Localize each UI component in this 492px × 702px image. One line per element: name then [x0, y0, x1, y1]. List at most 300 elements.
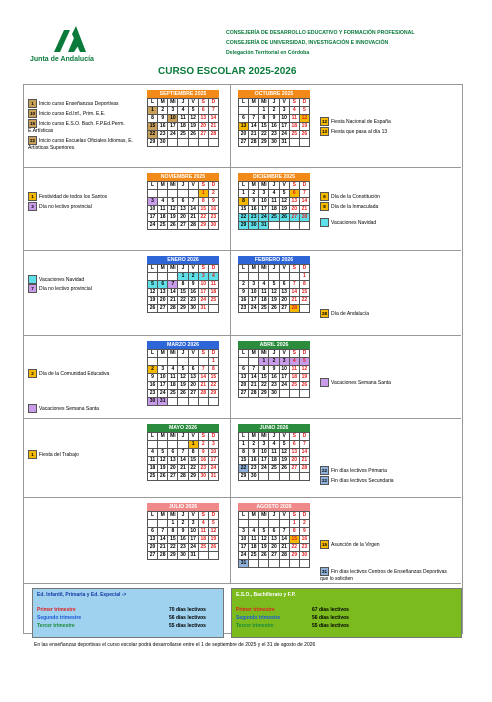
- legend-text: Fin días lectivos Primaria: [331, 467, 387, 474]
- day-cell: 22: [148, 131, 158, 139]
- day-cell: 23: [178, 544, 188, 552]
- day-cell: 24: [279, 382, 289, 390]
- day-cell: 1: [259, 107, 269, 115]
- legend-swatch: 10: [29, 111, 35, 116]
- day-cell: 28: [299, 214, 309, 222]
- day-cell: [279, 473, 289, 481]
- day-cell: 2: [299, 520, 309, 528]
- day-cell: 12: [158, 457, 168, 465]
- legend-text: Vacaciones Semana Santa: [39, 405, 99, 412]
- day-cell: 2: [239, 281, 249, 289]
- day-cell: 30: [208, 222, 218, 230]
- day-cell: 18: [198, 536, 208, 544]
- legend-note: [320, 466, 450, 475]
- weekday-header: D: [208, 265, 218, 273]
- day-cell: [239, 358, 249, 366]
- day-cell: 1: [148, 107, 158, 115]
- org-line-1: CONSEJERÍA DE DESARROLLO EDUCATIVO Y FORMACIÓN PROFESIONAL: [226, 30, 415, 36]
- day-cell: [289, 390, 299, 398]
- day-cell: 29: [188, 473, 198, 481]
- day-cell: [208, 139, 218, 147]
- weekday-header: S: [289, 433, 299, 441]
- day-cell: 20: [168, 465, 178, 473]
- day-cell: 6: [289, 441, 299, 449]
- day-cell: 23: [269, 131, 279, 139]
- day-cell: 15: [188, 457, 198, 465]
- day-cell: 4: [158, 198, 168, 206]
- weekday-header: Mi: [168, 99, 178, 107]
- day-cell: 9: [269, 366, 279, 374]
- weekday-header: D: [299, 350, 309, 358]
- weekday-header: V: [279, 99, 289, 107]
- weekday-header: Mi: [259, 99, 269, 107]
- day-cell: 9: [299, 528, 309, 536]
- legend-text: Día no lectivo provincial: [39, 285, 92, 292]
- day-cell: 6: [239, 115, 249, 123]
- weekday-header: J: [178, 265, 188, 273]
- weekday-header: V: [188, 433, 198, 441]
- legend-swatch: [28, 404, 37, 413]
- day-cell: 15: [198, 206, 208, 214]
- summary-title: Ed. Infantil, Primaria y Ed. Especial ->: [37, 592, 127, 598]
- legend-text: Inicio curso Enseñanzas Deportivas: [39, 100, 119, 107]
- day-cell: 8: [148, 115, 158, 123]
- day-cell: 11: [249, 536, 259, 544]
- day-cell: 13: [239, 123, 249, 131]
- day-cell: [168, 398, 178, 406]
- day-cell: 22: [198, 214, 208, 222]
- day-cell: 10: [249, 289, 259, 297]
- day-cell: 28: [198, 390, 208, 398]
- weekday-header: D: [208, 512, 218, 520]
- day-cell: 17: [208, 457, 218, 465]
- legend-note: [28, 192, 140, 201]
- legend-text: Día de Andalucía: [331, 310, 370, 317]
- day-cell: [289, 473, 299, 481]
- day-cell: 4: [269, 190, 279, 198]
- day-cell: 20: [239, 131, 249, 139]
- day-cell: [208, 398, 218, 406]
- day-cell: 17: [259, 457, 269, 465]
- day-cell: 28: [249, 390, 259, 398]
- day-cell: 10: [198, 281, 208, 289]
- day-cell: 8: [239, 198, 249, 206]
- day-cell: 11: [269, 449, 279, 457]
- weekday-header: L: [148, 512, 158, 520]
- day-cell: 22: [239, 465, 249, 473]
- day-cell: 25: [148, 473, 158, 481]
- month-calendar-nov: [147, 173, 219, 230]
- day-cell: 7: [289, 281, 299, 289]
- day-cell: 13: [178, 206, 188, 214]
- day-cell: 21: [279, 544, 289, 552]
- month-title: AGOSTO 2026: [238, 503, 310, 511]
- day-cell: [168, 441, 178, 449]
- day-cell: 24: [188, 544, 198, 552]
- day-cell: 3: [148, 198, 158, 206]
- weekday-header: D: [299, 99, 309, 107]
- weekday-header: M: [249, 512, 259, 520]
- divider: [23, 250, 461, 251]
- day-cell: 19: [158, 465, 168, 473]
- day-cell: 14: [208, 115, 218, 123]
- day-cell: [178, 190, 188, 198]
- legend-swatch: 31: [321, 569, 327, 574]
- day-cell: 29: [289, 552, 299, 560]
- day-cell: [148, 273, 158, 281]
- day-cell: 1: [188, 441, 198, 449]
- month-title: ABRIL 2026: [238, 341, 310, 349]
- summary-title: E.S.O., Bachillerato y F.P.: [236, 592, 296, 598]
- day-cell: 9: [269, 115, 279, 123]
- day-cell: 20: [178, 214, 188, 222]
- day-cell: 29: [259, 390, 269, 398]
- day-cell: 20: [289, 206, 299, 214]
- day-cell: 28: [208, 131, 218, 139]
- day-cell: 9: [239, 289, 249, 297]
- day-cell: 9: [198, 449, 208, 457]
- day-cell: 18: [168, 382, 178, 390]
- weekday-header: S: [289, 182, 299, 190]
- legend-swatch: 6: [320, 192, 329, 201]
- day-cell: 26: [188, 131, 198, 139]
- day-cell: 8: [198, 198, 208, 206]
- day-cell: 2: [158, 107, 168, 115]
- day-cell: 24: [259, 214, 269, 222]
- day-cell: 27: [239, 139, 249, 147]
- day-cell: 2: [178, 520, 188, 528]
- legend-swatch: 15: [321, 542, 327, 547]
- day-cell: 29: [168, 552, 178, 560]
- day-cell: 24: [158, 390, 168, 398]
- day-cell: 27: [158, 305, 168, 313]
- day-cell: 25: [249, 552, 259, 560]
- day-cell: 15: [259, 123, 269, 131]
- day-cell: 6: [239, 366, 249, 374]
- legend-note: [28, 119, 140, 134]
- day-cell: 26: [299, 131, 309, 139]
- day-cell: 7: [299, 190, 309, 198]
- day-cell: 16: [198, 457, 208, 465]
- day-cell: 22: [178, 297, 188, 305]
- legend-note: [28, 450, 140, 459]
- weekday-header: L: [239, 99, 249, 107]
- day-cell: 21: [188, 214, 198, 222]
- month-calendar-jul: [147, 503, 219, 560]
- day-cell: 22: [208, 382, 218, 390]
- weekday-header: S: [198, 182, 208, 190]
- day-cell: 17: [279, 123, 289, 131]
- legend-text: Vacaciones Navidad: [331, 219, 377, 226]
- month-title: JUNIO 2026: [238, 424, 310, 432]
- summary-value: 70 días lectivos: [169, 607, 206, 613]
- day-cell: 18: [269, 457, 279, 465]
- day-cell: 10: [208, 449, 218, 457]
- legend-text: Fiesta Nacional de España: [331, 118, 391, 125]
- legend-text: Inicio curso Ed.Inf., Prim. E.E.: [39, 110, 106, 117]
- month-calendar-may: [147, 424, 219, 481]
- weekday-header: M: [158, 350, 168, 358]
- legend-note: [320, 127, 450, 136]
- day-cell: 10: [158, 374, 168, 382]
- day-cell: 25: [289, 131, 299, 139]
- weekday-header: S: [289, 265, 299, 273]
- day-cell: [239, 273, 249, 281]
- legend-note: [320, 117, 450, 126]
- day-cell: 7: [279, 528, 289, 536]
- legend-text: Día de la Comunidad Educativa: [39, 370, 110, 377]
- day-cell: 6: [148, 528, 158, 536]
- day-cell: [188, 139, 198, 147]
- day-cell: 19: [299, 123, 309, 131]
- weekday-header: M: [158, 265, 168, 273]
- day-cell: 27: [188, 390, 198, 398]
- day-cell: 20: [289, 457, 299, 465]
- day-cell: 12: [178, 374, 188, 382]
- day-cell: 12: [279, 198, 289, 206]
- day-cell: 21: [249, 131, 259, 139]
- day-cell: 23: [249, 465, 259, 473]
- day-cell: 14: [299, 198, 309, 206]
- day-cell: 30: [249, 473, 259, 481]
- weekday-header: M: [249, 350, 259, 358]
- day-cell: 10: [279, 115, 289, 123]
- summary-label: Segundo trimestre: [37, 615, 82, 621]
- day-cell: 2: [249, 441, 259, 449]
- day-cell: 16: [158, 123, 168, 131]
- day-cell: 14: [279, 536, 289, 544]
- day-cell: [198, 139, 208, 147]
- weekday-header: Mi: [259, 350, 269, 358]
- day-cell: [208, 552, 218, 560]
- day-cell: 19: [148, 297, 158, 305]
- day-cell: 12: [148, 289, 158, 297]
- weekday-header: M: [158, 512, 168, 520]
- legend-text: Vacaciones Semana Santa: [331, 379, 391, 386]
- summary-primary: [32, 588, 224, 638]
- legend-note: [320, 567, 450, 582]
- day-cell: 19: [168, 214, 178, 222]
- day-cell: [279, 222, 289, 230]
- day-cell: 19: [188, 123, 198, 131]
- day-cell: 2: [148, 366, 158, 374]
- day-cell: 18: [148, 465, 158, 473]
- day-cell: 15: [208, 374, 218, 382]
- day-cell: 27: [269, 552, 279, 560]
- weekday-header: L: [148, 433, 158, 441]
- day-cell: 6: [289, 190, 299, 198]
- weekday-header: S: [198, 433, 208, 441]
- day-cell: 28: [299, 465, 309, 473]
- day-cell: 8: [188, 449, 198, 457]
- day-cell: 3: [279, 358, 289, 366]
- weekday-header: J: [269, 433, 279, 441]
- day-cell: [148, 520, 158, 528]
- day-cell: 5: [269, 281, 279, 289]
- summary-label: Primer trimestre: [236, 607, 275, 613]
- day-cell: 22: [239, 214, 249, 222]
- day-cell: 21: [168, 297, 178, 305]
- legend-note: [320, 309, 450, 318]
- day-cell: 16: [178, 536, 188, 544]
- day-cell: 17: [158, 382, 168, 390]
- day-cell: 2: [188, 273, 198, 281]
- day-cell: 14: [289, 289, 299, 297]
- day-cell: 24: [168, 131, 178, 139]
- day-cell: 15: [239, 206, 249, 214]
- day-cell: 8: [239, 449, 249, 457]
- day-cell: 30: [269, 139, 279, 147]
- day-cell: 4: [178, 107, 188, 115]
- weekday-header: V: [279, 512, 289, 520]
- day-cell: 7: [158, 528, 168, 536]
- day-cell: 12: [168, 206, 178, 214]
- day-cell: 3: [259, 190, 269, 198]
- legend-swatch: 13: [321, 129, 327, 134]
- day-cell: 29: [178, 305, 188, 313]
- day-cell: 16: [269, 374, 279, 382]
- legend-swatch: 22: [321, 468, 327, 473]
- weekday-header: D: [299, 433, 309, 441]
- day-cell: [249, 107, 259, 115]
- day-cell: 29: [239, 222, 249, 230]
- day-cell: 14: [299, 449, 309, 457]
- summary-label: Primer trimestre: [37, 607, 76, 613]
- summary-value: 55 días lectivos: [312, 623, 349, 629]
- day-cell: 10: [279, 366, 289, 374]
- day-cell: [279, 560, 289, 568]
- day-cell: 19: [208, 536, 218, 544]
- day-cell: [148, 441, 158, 449]
- day-cell: 5: [279, 441, 289, 449]
- day-cell: 12: [259, 536, 269, 544]
- day-cell: 11: [148, 457, 158, 465]
- day-cell: 17: [148, 214, 158, 222]
- month-calendar-ene: [147, 256, 219, 313]
- day-cell: 27: [289, 214, 299, 222]
- day-cell: [188, 398, 198, 406]
- day-cell: 18: [249, 544, 259, 552]
- legend-swatch: [320, 218, 329, 227]
- day-cell: [249, 358, 259, 366]
- day-cell: 10: [259, 449, 269, 457]
- day-cell: 31: [239, 560, 249, 568]
- divider: [23, 335, 461, 336]
- month-calendar-abr: [238, 341, 310, 398]
- month-title: FEBRERO 2026: [238, 256, 310, 264]
- day-cell: 27: [239, 390, 249, 398]
- day-cell: 9: [208, 198, 218, 206]
- weekday-header: M: [158, 433, 168, 441]
- day-cell: 29: [208, 390, 218, 398]
- day-cell: 9: [249, 449, 259, 457]
- day-cell: 5: [208, 520, 218, 528]
- day-cell: [178, 358, 188, 366]
- day-cell: 12: [269, 289, 279, 297]
- day-cell: 13: [289, 449, 299, 457]
- day-cell: 18: [208, 289, 218, 297]
- day-cell: 16: [208, 206, 218, 214]
- month-calendar-sep: [147, 90, 219, 147]
- day-cell: 7: [249, 366, 259, 374]
- day-cell: 25: [178, 131, 188, 139]
- day-cell: [269, 222, 279, 230]
- day-cell: 23: [249, 214, 259, 222]
- day-cell: 10: [168, 115, 178, 123]
- day-cell: 11: [168, 374, 178, 382]
- legend-swatch: 15: [29, 121, 35, 126]
- legend-note: [320, 378, 450, 387]
- day-cell: 11: [208, 281, 218, 289]
- day-cell: 15: [168, 536, 178, 544]
- logo-text: Junta de Andalucía: [30, 56, 94, 63]
- weekday-header: Mi: [168, 182, 178, 190]
- day-cell: 9: [188, 281, 198, 289]
- day-cell: 2: [198, 441, 208, 449]
- day-cell: 7: [168, 281, 178, 289]
- day-cell: 8: [168, 528, 178, 536]
- day-cell: 11: [178, 115, 188, 123]
- legend-text: Día de la Constitución: [331, 193, 380, 200]
- day-cell: 20: [279, 297, 289, 305]
- weekday-header: J: [178, 433, 188, 441]
- day-cell: 16: [148, 382, 158, 390]
- day-cell: 31: [279, 139, 289, 147]
- weekday-header: J: [178, 350, 188, 358]
- day-cell: 18: [158, 214, 168, 222]
- day-cell: 5: [299, 358, 309, 366]
- weekday-header: Mi: [168, 265, 178, 273]
- day-cell: 22: [168, 544, 178, 552]
- weekday-header: Mi: [168, 350, 178, 358]
- day-cell: 9: [178, 528, 188, 536]
- day-cell: 25: [168, 390, 178, 398]
- day-cell: 31: [188, 552, 198, 560]
- day-cell: 22: [289, 544, 299, 552]
- day-cell: 10: [188, 528, 198, 536]
- day-cell: 4: [249, 528, 259, 536]
- day-cell: 4: [168, 366, 178, 374]
- day-cell: 14: [178, 457, 188, 465]
- day-cell: 5: [168, 198, 178, 206]
- day-cell: 18: [259, 297, 269, 305]
- month-calendar-dic: [238, 173, 310, 230]
- day-cell: 31: [158, 398, 168, 406]
- day-cell: 15: [178, 289, 188, 297]
- day-cell: [249, 560, 259, 568]
- day-cell: 12: [208, 528, 218, 536]
- weekday-header: J: [269, 265, 279, 273]
- weekday-header: J: [269, 182, 279, 190]
- day-cell: 17: [279, 374, 289, 382]
- day-cell: 4: [289, 358, 299, 366]
- day-cell: 1: [198, 190, 208, 198]
- day-cell: 14: [249, 374, 259, 382]
- weekday-header: J: [178, 99, 188, 107]
- day-cell: [188, 358, 198, 366]
- day-cell: 2: [269, 358, 279, 366]
- day-cell: 29: [148, 139, 158, 147]
- day-cell: 14: [168, 289, 178, 297]
- legend-swatch: 1: [28, 192, 37, 201]
- day-cell: 17: [198, 289, 208, 297]
- day-cell: 31: [259, 222, 269, 230]
- day-cell: [198, 398, 208, 406]
- day-cell: 3: [198, 273, 208, 281]
- legend-note: [28, 369, 140, 378]
- day-cell: 12: [299, 115, 309, 123]
- day-cell: 1: [259, 358, 269, 366]
